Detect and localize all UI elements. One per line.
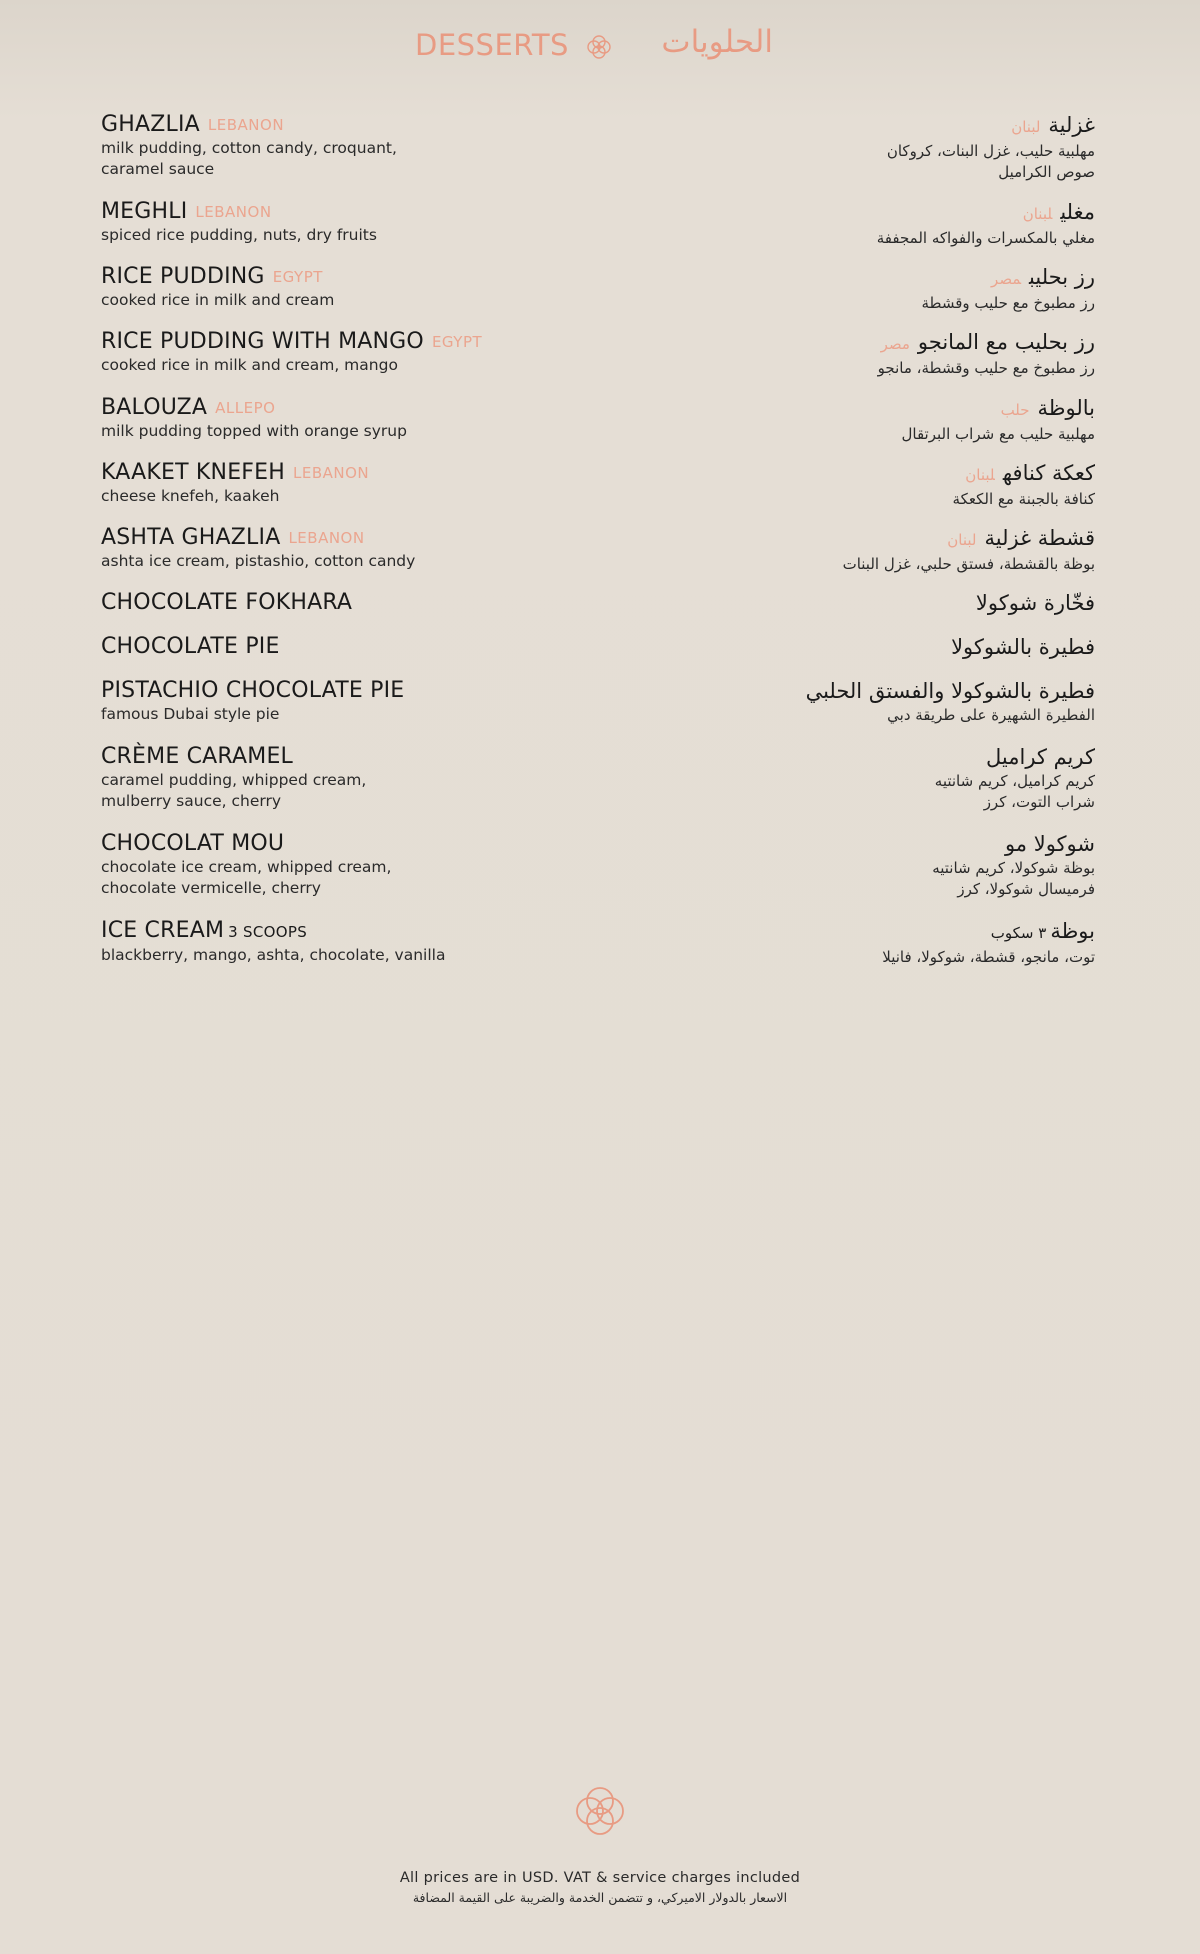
item-name-line-ar (575, 590, 1095, 617)
item-description-ar: بوظة بالقشطة، فستق حلبي، غزل البنات (842, 555, 1095, 573)
menu-item-ar (575, 744, 1095, 813)
item-name-ar: فخّارة شوكولا (975, 591, 1095, 615)
item-scoops-en: 3 SCOOPS (228, 923, 308, 941)
item-origin-ar: لبنان (1011, 118, 1041, 136)
page-header (0, 22, 1200, 72)
item-description-en: famous Dubai style pie (101, 705, 280, 723)
menu-item-ar (575, 590, 1095, 617)
item-description-en: milk pudding topped with orange syrup (101, 422, 407, 440)
item-name-ar: مغلي (1060, 200, 1095, 224)
item-origin-en: LEBANON (288, 529, 365, 547)
item-name-ar: رز بحليب مع المانجو (917, 330, 1095, 354)
item-description-en: chocolate ice cream, whipped cream, chocolate vermicelle, cherry (101, 858, 392, 897)
menu-item-ar (575, 460, 1095, 510)
flower-logo-icon (569, 1780, 631, 1842)
item-name-ar: كريم كراميل (986, 745, 1095, 769)
item-origin-en: EGYPT (431, 333, 483, 351)
menu-item-ar (575, 525, 1095, 575)
page-footer (0, 1780, 1200, 1905)
item-name-ar: قشطة غزلية (984, 526, 1095, 550)
item-name-line-ar (575, 199, 1095, 228)
item-name-line-ar (575, 112, 1095, 141)
item-origin-en: LEBANON (195, 203, 272, 221)
item-name-line-ar (575, 525, 1095, 554)
item-description-ar: مهلبية حليب، غزل البنات، كروكان صوص الكراميل (886, 142, 1095, 181)
item-name-en: CRÈME CARAMEL (101, 744, 294, 769)
item-scoops-ar: ٣ سكوب (990, 924, 1047, 942)
menu-item-ar (575, 112, 1095, 183)
item-name-ar: فطيرة بالشوكولا (951, 635, 1095, 659)
item-name-line-ar (575, 460, 1095, 489)
item-origin-ar: لبنان (965, 466, 995, 484)
item-description-en: cooked rice in milk and cream (101, 291, 335, 309)
item-description-ar: كريم كراميل، كريم شانتيه شراب التوت، كرز (934, 772, 1095, 811)
item-name-line-ar (575, 678, 1095, 705)
menu-item-ar (575, 634, 1095, 661)
item-name-en: ASHTA GHAZLIA (101, 525, 281, 550)
item-description-ar: مهلبية حليب مع شراب البرتقال (901, 425, 1095, 443)
price-note-ar: الاسعار بالدولار الاميركي، و تتضمن الخدمة والضريبة على القيمة المضافة (412, 1890, 788, 1905)
menu-item-ar (575, 199, 1095, 249)
item-name-ar: رز بحليب (1029, 265, 1095, 289)
item-description-ar: بوظة شوكولا، كريم شانتيه فرميسال شوكولا، كرز (932, 859, 1095, 898)
item-description-en: spiced rice pudding, nuts, dry fruits (101, 226, 377, 244)
item-description-ar: رز مطبوخ مع حليب وقشطة، مانجو (877, 359, 1095, 377)
item-name-line-ar (575, 831, 1095, 858)
item-name-line-ar (575, 744, 1095, 771)
price-note-en: All prices are in USD. VAT & service charges included (399, 1870, 801, 1886)
item-name-en: RICE PUDDING (101, 264, 265, 289)
item-description-ar: مغلي بالمكسرات والفواكه المجففة (876, 229, 1095, 247)
item-name-en: BALOUZA (101, 395, 208, 420)
item-name-ar: بالوظة (1037, 396, 1095, 420)
item-description-en: ashta ice cream, pistashio, cotton candy (101, 552, 416, 570)
item-origin-ar: لبنان (1022, 205, 1053, 223)
item-description-en: blackberry, mango, ashta, chocolate, vanilla (101, 946, 446, 964)
item-name-ar: فطيرة بالشوكولا والفستق الحلبي (805, 679, 1095, 703)
item-name-line-ar (575, 329, 1095, 358)
item-description-ar: الفطيرة الشهيرة على طريقة دبي (887, 706, 1095, 724)
item-name-en: CHOCOLATE PIE (101, 634, 280, 659)
item-name-ar: كعكة كنافه (1002, 461, 1095, 485)
item-description-en: cooked rice in milk and cream, mango (101, 356, 398, 374)
item-name-en: ICE CREAM (101, 918, 225, 943)
item-origin-en: ALLEPO (215, 399, 276, 417)
item-origin-ar: لبنان (947, 531, 977, 549)
item-origin-en: LEBANON (293, 464, 370, 482)
menu-item-ar (575, 678, 1095, 726)
item-name-en: RICE PUDDING WITH MANGO (101, 329, 424, 354)
item-name-en: CHOCOLAT MOU (101, 831, 285, 856)
item-name-line-ar (575, 634, 1095, 661)
item-name-en: CHOCOLATE FOKHARA (101, 590, 353, 615)
item-name-en: MEGHLI (101, 199, 188, 224)
item-origin-en: LEBANON (207, 116, 285, 134)
item-origin-en: EGYPT (272, 268, 323, 286)
menu-item-ar (575, 831, 1095, 900)
item-origin-ar: مصر (991, 270, 1022, 288)
menu-item-ar (575, 264, 1095, 314)
item-name-en: GHAZLIA (101, 112, 200, 137)
item-name-line-ar (575, 395, 1095, 424)
item-origin-ar: حلب (1000, 401, 1030, 419)
item-origin-ar: مصر (880, 335, 910, 353)
item-description-en: caramel pudding, whipped cream, mulberry sauce, cherry (101, 771, 367, 810)
item-name-ar: بوظة (1050, 919, 1095, 943)
item-name-ar: غزلية (1048, 113, 1095, 137)
menu-item-ar (575, 329, 1095, 379)
page-title-en: DESSERTS (415, 28, 569, 62)
menu-item-ar (575, 918, 1095, 968)
item-description-ar: توت، مانجو، قشطة، شوكولا، فانيلا (882, 948, 1095, 966)
item-description-en: milk pudding, cotton candy, croquant, caramel sauce (101, 139, 397, 178)
page-title-ar: الحلويات (661, 24, 773, 60)
item-name-ar: شوكولا مو (1004, 832, 1095, 856)
item-name-en: KAAKET KNEFEH (101, 460, 285, 485)
flower-logo-icon (584, 32, 614, 62)
menu-item-ar (575, 395, 1095, 445)
item-description-en: cheese knefeh, kaakeh (101, 487, 280, 505)
item-name-en: PISTACHIO CHOCOLATE PIE (101, 678, 405, 703)
item-name-line-ar (575, 264, 1095, 293)
item-name-line-ar (575, 918, 1095, 947)
item-description-ar: كنافة بالجبنة مع الكعكة (952, 490, 1095, 508)
item-description-ar: رز مطبوخ مع حليب وقشطة (921, 294, 1095, 312)
